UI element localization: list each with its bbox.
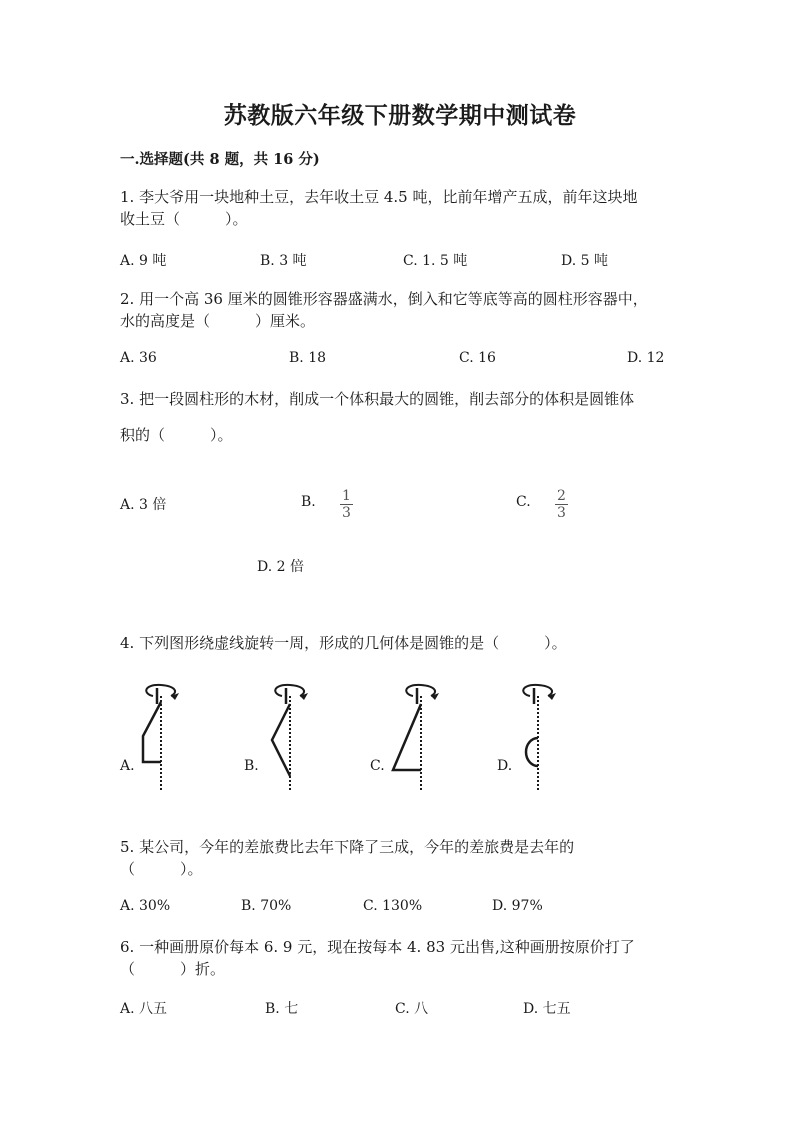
q3-option-a: A. 3 倍 xyxy=(120,497,167,513)
page-title: 苏教版六年级下册数学期中测试卷 xyxy=(223,102,577,129)
question-3-text: 3. 把一段圆柱形的木材，削成一个体积最大的圆锥，削去部分的体积是圆锥体 xyxy=(120,390,635,408)
q4-figure-c-label: C. xyxy=(370,758,385,774)
q6-option-d: D. 七五 xyxy=(523,1001,571,1017)
q1-option-d: D. 5 吨 xyxy=(561,253,608,269)
q4-figure-a-label: A. xyxy=(120,758,135,774)
q1-option-a: A. 9 吨 xyxy=(120,253,167,269)
q4-figure-d-label: D. xyxy=(497,758,513,774)
question-1-text: 1. 李大爷用一块地种土豆，去年收土豆 4.5 吨，比前年增产五成，前年这块地 xyxy=(120,188,638,206)
q4-figure-b xyxy=(262,682,322,792)
q3-option-c-fraction xyxy=(555,488,568,521)
q4-figure-a xyxy=(135,682,195,792)
question-6-text: 6. 一种画册原价每本 6. 9 元，现在按每本 4. 83 元出售,这种画册按原价打了 xyxy=(120,938,635,956)
q1-option-c: C. 1. 5 吨 xyxy=(403,253,468,269)
question-5-text-cont: （ ）。 xyxy=(120,860,203,878)
q4-figure-b-label: B. xyxy=(244,758,259,774)
q5-option-c: C. 130% xyxy=(363,898,423,914)
question-3-text-cont: 积的（ ）。 xyxy=(120,426,233,444)
q1-option-b: B. 3 吨 xyxy=(260,253,307,269)
q6-option-a: A. 八五 xyxy=(120,1001,168,1017)
q3-option-b: B. xyxy=(301,494,316,510)
q5-option-b: B. 70% xyxy=(241,898,292,914)
q3-option-c: C. xyxy=(516,494,531,510)
q2-option-c: C. 16 xyxy=(459,350,496,366)
q3-option-d: D. 2 倍 xyxy=(257,559,304,575)
section-heading: 一.选择题(共 8 题，共 16 分) xyxy=(120,151,320,168)
q2-option-b: B. 18 xyxy=(289,350,327,366)
q2-option-a: A. 36 xyxy=(120,350,157,366)
fraction-numerator: 2 xyxy=(557,488,566,504)
q6-option-b: B. 七 xyxy=(265,1001,299,1017)
q3-option-b-fraction xyxy=(340,488,353,521)
fraction-denominator: 3 xyxy=(342,505,351,521)
question-2-text-cont: 水的高度是（ ）厘米。 xyxy=(120,312,316,330)
question-4-text: 4. 下列图形绕虚线旋转一周，形成的几何体是圆锥的是（ ）。 xyxy=(120,634,567,652)
q2-option-d: D. 12 xyxy=(627,350,665,366)
q5-option-a: A. 30% xyxy=(120,898,171,914)
q6-option-c: C. 八 xyxy=(395,1001,429,1017)
question-2-text: 2. 用一个高 36 厘米的圆锥形容器盛满水，倒入和它等底等高的圆柱形容器中， xyxy=(120,290,648,308)
fraction-denominator: 3 xyxy=(557,505,566,521)
q5-option-d: D. 97% xyxy=(492,898,543,914)
q4-figure-c xyxy=(385,682,445,792)
q4-figure-d xyxy=(512,682,572,792)
question-1-text-cont: 收土豆（ ）。 xyxy=(120,210,248,228)
fraction-numerator: 1 xyxy=(342,488,351,504)
question-6-text-cont: （ ）折。 xyxy=(120,960,226,978)
question-5-text: 5. 某公司，今年的差旅费比去年下降了三成，今年的差旅费是去年的 xyxy=(120,838,575,856)
